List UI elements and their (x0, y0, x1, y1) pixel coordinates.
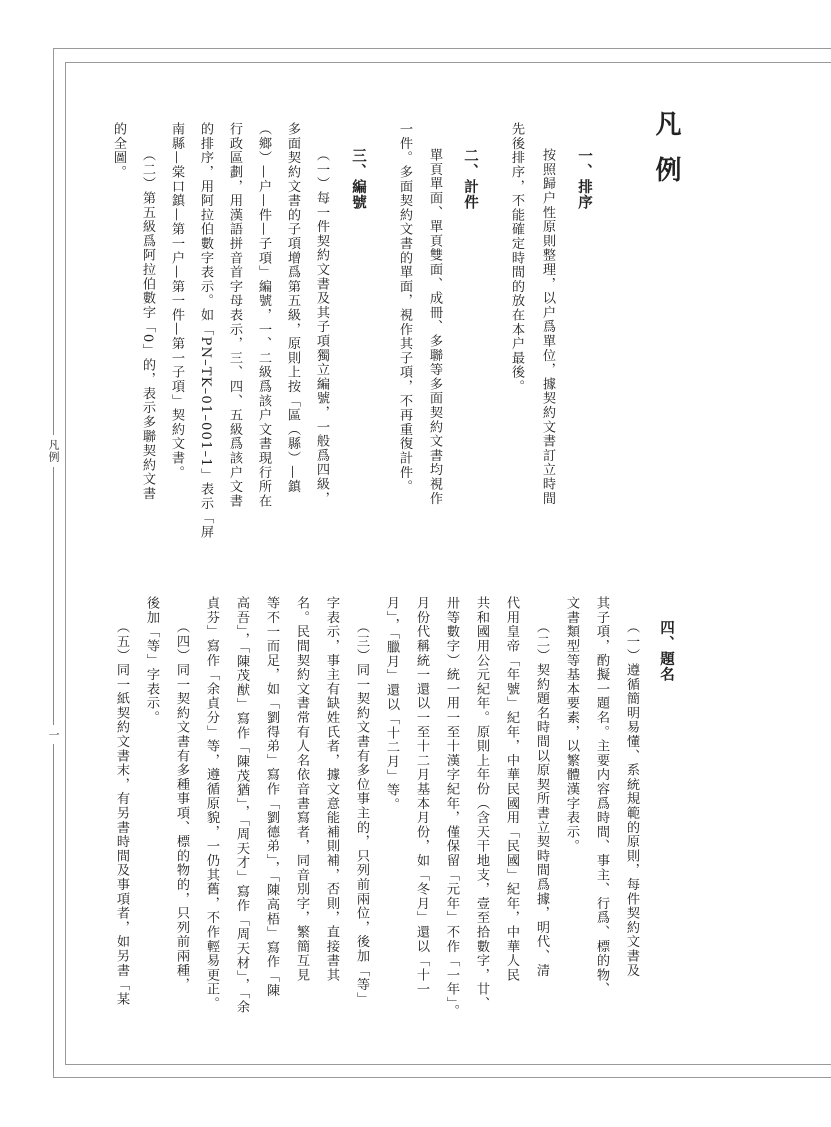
section-text-line: 月」，「臘月」還以「十二月」等。 (384, 596, 399, 812)
section-text-line: 後加「等」字表示。 (144, 596, 159, 725)
section-text-line: 多面契約文書的子項增爲第五級，原則上按「區（縣）—鎮 (285, 122, 300, 494)
section-text-line: （四）同一契約文書有多種事項、標的物的，只列前兩種， (174, 620, 189, 992)
side-rule (53, 80, 54, 1070)
section-text-line: 名。民間契約文書常有人名依音書寫者，同音別字，繁簡互見 (294, 596, 309, 983)
section-text-line: 字表示，事主有缺姓氏者，據文意能補則補，否則，直接書其 (324, 596, 339, 983)
section-text-line: （五）同一紙契約文書末，有另書時間及事項者，如另書「某 (114, 620, 129, 1007)
section-text-line: 單頁單面、單頁雙面、成冊、多聯等多面契約文書均視作 (427, 148, 442, 506)
section-text-line: （一）每一件契約文書及其子項獨立編號，一般爲四級， (314, 148, 329, 506)
section-text-line: 代用皇帝「年號」紀年，中華民國用「民國」紀年，中華人民 (504, 596, 519, 983)
section-text-line: （鄉）—户—件—子項」編號，一、二級爲該户文書現行所在 (256, 122, 271, 509)
section-heading-titling: 四、題名 (658, 620, 675, 682)
section-text-line: 南縣—棠口鎮—第一户—第一件—第一子項」契約文書。 (169, 122, 184, 480)
section-heading-sorting: 一、排序 (576, 148, 593, 210)
section-text-line: 先後排序，不能確定時間的放在本户最後。 (509, 122, 524, 394)
section-text-line: 文書類型等基本要素，以繁體漢字表示。 (564, 596, 579, 854)
section-text-line: 一件。多面契約文書的單面，視作其子項，不再重復計件。 (397, 122, 412, 494)
section-text-line: 等不一而足，如「劉得弟」寫作「劉德弟」，「陳高梧」寫作「陳 (264, 596, 279, 998)
section-text-line: 卅等數字）統一用一至十漢字紀年，僅保留「元年」不作「一年」。 (444, 596, 459, 1019)
side-page-number: 一 (43, 725, 63, 744)
section-text-line: （二）第五級爲阿拉伯數字「0」的，表示多聯契約文書 (140, 148, 155, 501)
section-heading-counting: 二、計件 (462, 148, 479, 210)
section-text-line: 其子項，酌擬一題名。主要内容爲時間、事主、行爲、標的物、 (594, 596, 609, 997)
side-running-header (41, 80, 65, 1070)
section-text-line: 的排序，用阿拉伯數字表示。如「PN–TK–01–001–1」表示「屏 (198, 122, 213, 540)
section-text-line: （一）遵循簡明易懂、系統規範的原則，每件契約文書及 (624, 620, 639, 978)
section-text-line: 高吾」，「陳茂猷」寫作「陳茂猶」，「周天才」寫作「周天材」，「余 (234, 596, 249, 1014)
section-text-line: 的全圖。 (111, 122, 126, 180)
section-text-line: （三）同一契約文書有多位事主的，只列前兩位，後加「等」 (354, 620, 369, 1007)
side-section-label: 凡例 (43, 435, 63, 467)
section-text-line: 貞芬」寫作「余貞分」等，遵循原貌，一仍其舊，不作輕易更正。 (204, 596, 219, 1011)
section-text-line: 按照歸户性原則整理，以户爲單位，據契約文書訂立時間 (540, 148, 555, 506)
section-text-line: （二）契約題名時間以原契所書立契時間爲據，明代、清 (534, 620, 549, 978)
page-title: 凡例 (651, 110, 681, 202)
section-text-line: 共和國用公元紀年。原則上年份（含天干地支，壹至拾數字，廿、 (474, 596, 489, 1011)
section-heading-numbering: 三、編號 (350, 148, 367, 210)
section-text-line: 月份代稱統一還以一至十二月基本月份，如「冬月」還以「十一 (414, 596, 429, 997)
section-text-line: 行政區劃，用漢語拼音首字母表示，三、四、五級爲該户文書 (227, 122, 242, 509)
